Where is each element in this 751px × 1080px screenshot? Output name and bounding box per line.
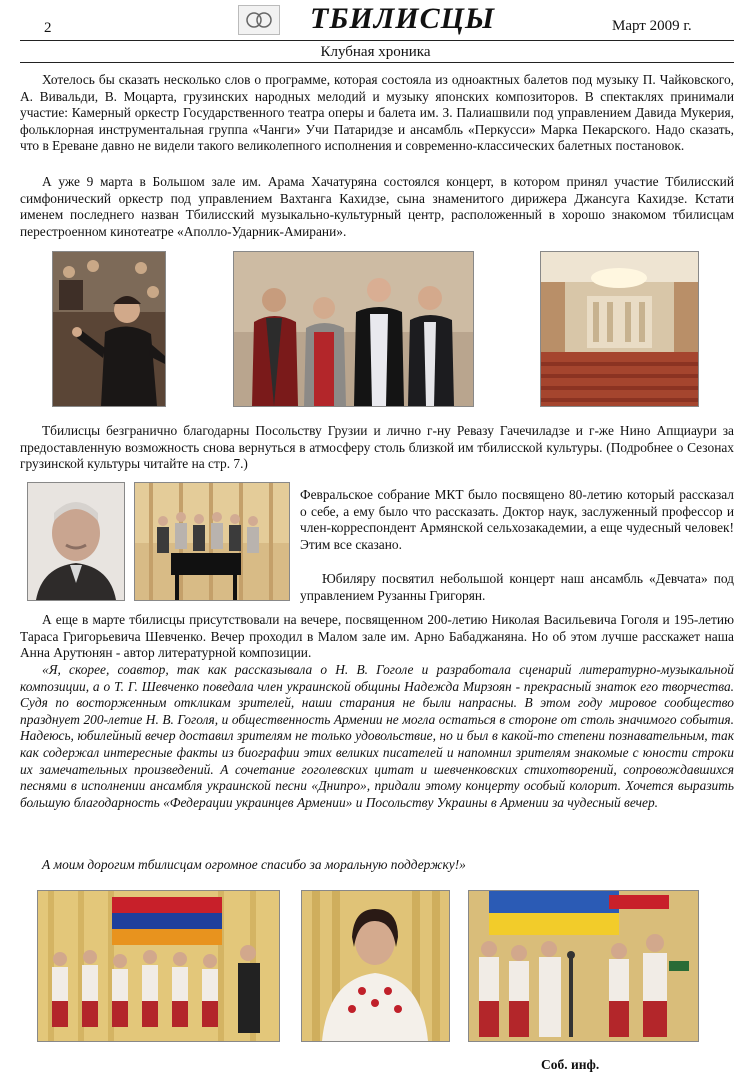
paragraph-gratitude: Тбилисцы безгранично благодарны Посольству Грузии и лично г-ну Ревазу Гачечиладзе и г-же Нино Апщиаури за предоставленную возможность снова вернуться в атмосферу столь близкой им тбилисской культуры. (Подробнее о Сезонах грузинской культуры читайте на стр. 7.) [20,423,734,472]
newspaper-emblem-icon [238,5,280,35]
quote-anna-arutyunyan: «Я, скорее, соавтор, так как рассказывала о Н. В. Гоголе и разработала сценарий литературно-музыкальной композиции, а о Т. Г. Шевченко поведала член украинской общины Надежда Мирзоян - прекрасный знаток его творчества. Судя по восторженным откликам зрителей, наши старания не были напрасны. В этом году мировое сообщество празднует 200-летие Н. В. Гоголя, и общественность Армении не могла остаться в стороне от столь значимого события. Надеюсь, юбилейный вечер доставил зрителям не только удовольствие, но и был в какой-то степени познавательным, так как содержал интересные факты из биографии этих великих писателей и напомнил зрителям знакомые с юности строки их замечательных произведений. А сочетание гоголевских цитат и шевченковских стихотворений, сопровождавшихся песнями в исполнении ансамбля украинской песни «Днипро», придали этому концерту особый колорит. Хочется выразить большую благодарность «Федерации украинцев Армении» и Посольству Украины в Армении за чудесный вечер. [20,662,734,810]
paragraph-ballet-program: Хотелось бы сказать несколько слов о программе, которая состояла из одноактных балетов под музыку П. Чайковского, А. Вивальди, В. Моцарта, грузинских народных мелодий и музыку японских композиторов. В спектаклях принимали участие: Камерный оркестр Государственного театра оперы и балета им. З. Палиашвили под управлением Давида Мукерия, фольклорная инструментальная группа «Чанги» Учи Патаридзе и ансамбль «Перкусси» Марка Пекарского. Надо сказать, что в Ереване давно не видели такого великолепного исполнения и современно-классических балетных постановок. [20,72,734,154]
header-rule-top [20,40,734,41]
photo-group-four-men [233,251,474,407]
photo-concert-hall [540,251,699,407]
paragraph-concert: А уже 9 марта в Большом зале им. Арама Хачатуряна состоялся концерт, в котором принял участие Тбилисский симфонический оркестр под управлением Вахтанга Кахидзе, сына знаменитого дирижера Джансуга Кахидзе. Кстати именем последнего назван Тбилисский музыкально-культурный центр, расположенный в хорошо знакомом тбилисцам перестроенном кинотеатре «Аполло-Ударник-Амирани». [20,174,734,239]
article-signature: Соб. инф. [541,1057,600,1072]
photo-ensemble-piano [134,482,290,601]
photo-conductor [52,251,166,407]
issue-date: Март 2009 г. [612,18,692,34]
photo-jubilee-portrait [27,482,125,601]
quote-closing-line: А моим дорогим тбилисцам огромное спасибо за моральную поддержку!» [42,857,466,872]
page-number: 2 [44,20,52,36]
paragraph-jubilee: Февральское собрание МКТ было посвящено 80-летию который рассказал о себе, а ему было что рассказать. Доктор наук, заслуженный профессор и член-корреспондент Армянской сельхозакадемии, а еще чудесный человек! Этим все сказано. [300,487,734,552]
photo-ukrainian-ensemble-flag [37,890,280,1042]
paragraph-gogol-evening: А еще в марте тбилисцы присутствовали на вечере, посвященном 200-летию Николая Васильевича Гоголя и 195-летию Тараса Григорьевича Шевченко. Вечер проходил в Малом зале им. Арно Бабаджаняна. Но об этом лучше расскажет наша Анна Арутюнян - автор литературной композиции. [20,612,734,661]
section-title: Клубная хроника [320,44,431,60]
masthead-title: ТБИЛИСЦЫ [310,2,496,35]
header-rule-bottom [20,62,734,63]
photo-ukrainian-choir [468,890,699,1042]
paragraph-jubilee-concert: Юбиляру посвятил небольшой концерт наш ансамбль «Девчата» под управлением Рузанны Григорян. [300,571,734,603]
photo-singer-portrait [301,890,450,1042]
